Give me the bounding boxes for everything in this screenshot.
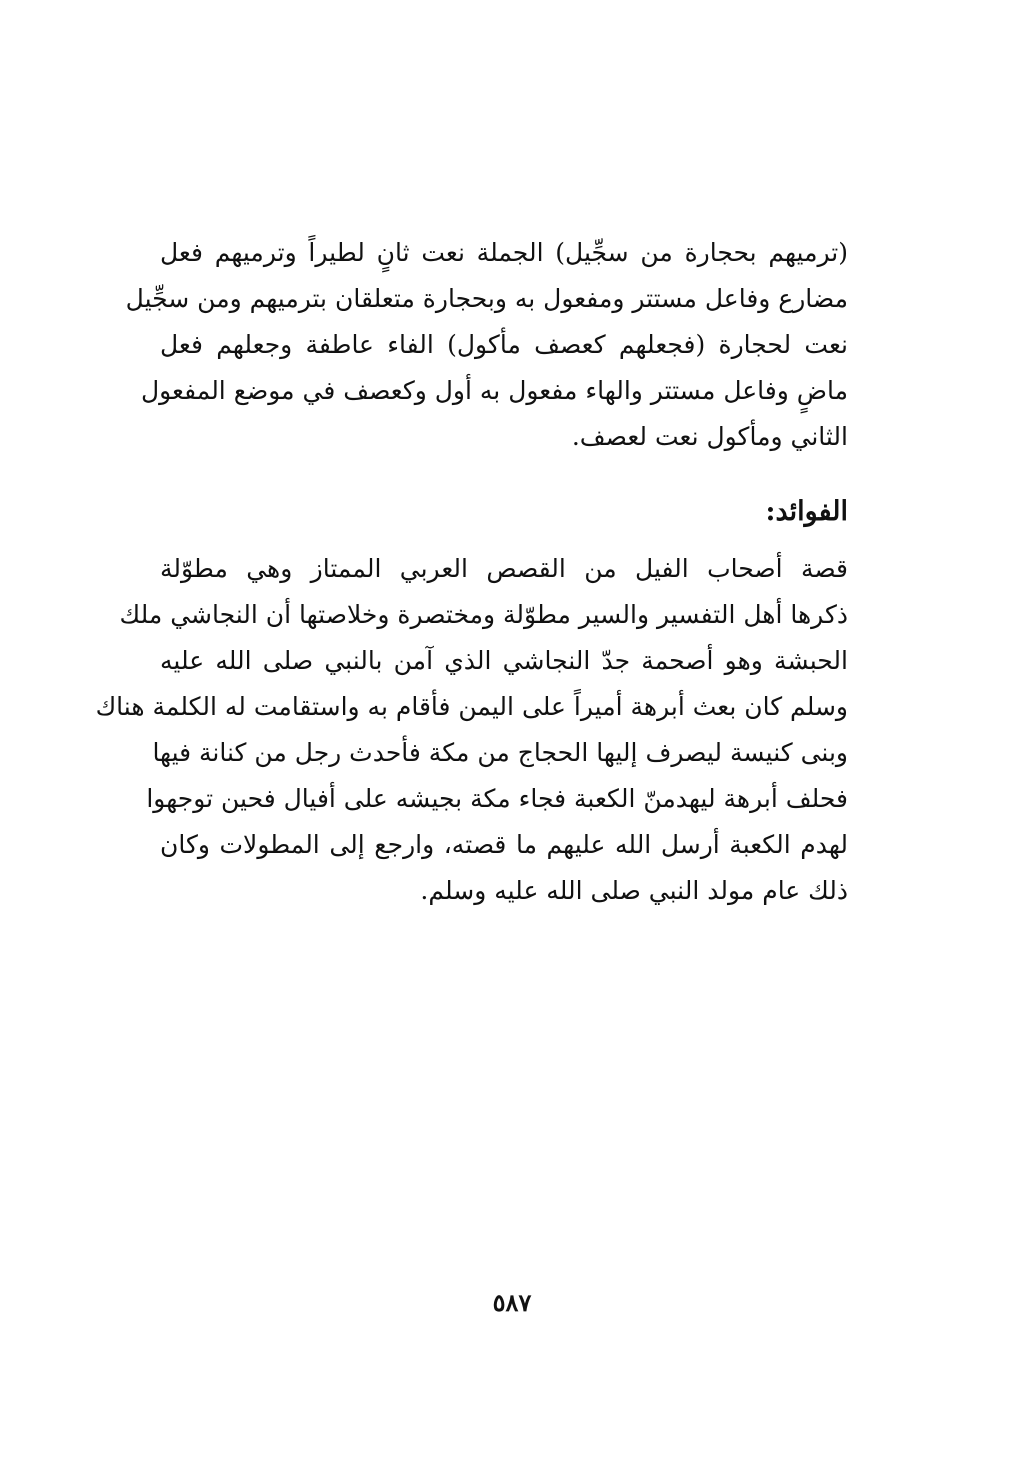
paragraph-line: وبنى كنيسة ليصرف إليها الحجاج من مكة فأحدث رجل من كنانة فيها [152,738,848,767]
paragraph-line: ذكرها أهل التفسير والسير مطوّلة ومختصرة وخلاصتها أن النجاشي ملك [119,600,848,629]
page-number: ٥٨٧ [492,1288,532,1317]
paragraph-line: فحلف أبرهة ليهدمنّ الكعبة فجاء مكة بجيشه على أفيال فحين توجهوا [146,784,848,813]
paragraph-line: قصة أصحاب الفيل من القصص العربي الممتاز وهي مطوّلة [160,554,848,583]
section-heading: الفوائد: [765,496,848,527]
paragraph-line: مضارع وفاعل مستتر ومفعول به وبحجارة متعلقان بترميهم ومن سجِّيل [125,284,848,313]
paragraph-line: الثاني ومأكول نعت لعصف. [571,422,848,451]
paragraph-line: ذلك عام مولد النبي صلى الله عليه وسلم. [420,876,848,905]
paragraph-line: لهدم الكعبة أرسل الله عليهم ما قصته، وارجع إلى المطولات وكان [160,830,848,859]
paragraph-benefits [95,546,848,914]
paragraph-grammar-analysis [125,230,848,460]
paragraph-line: ماضٍ وفاعل مستتر والهاء مفعول به أول وكعصف في موضع المفعول [140,376,848,405]
paragraph-line: (ترميهم بحجارة من سجِّيل) الجملة نعت ثانٍ لطيراً وترميهم فعل [160,238,848,267]
paragraph-line: نعت لحجارة (فجعلهم كعصف مأكول) الفاء عاطفة وجعلهم فعل [160,330,848,359]
paragraph-line: وسلم كان بعث أبرهة أميراً على اليمن فأقام به واستقامت له الكلمة هناك [95,692,848,721]
paragraph-line: الحبشة وهو أصحمة جدّ النجاشي الذي آمن بالنبي صلى الله عليه [160,646,848,675]
